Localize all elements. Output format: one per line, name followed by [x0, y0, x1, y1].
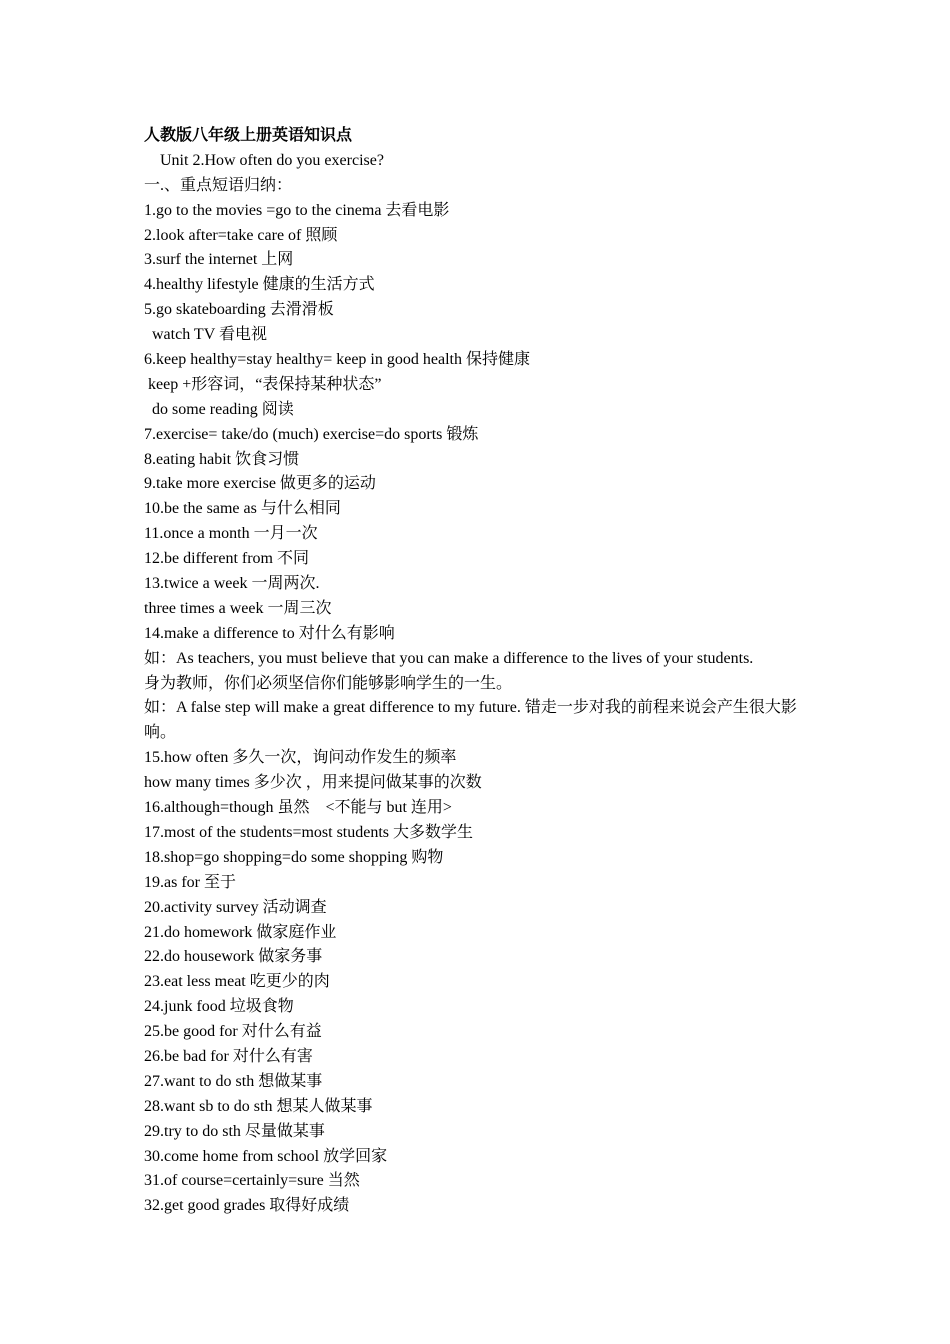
example-sentence: 如：A false step will make a great difference to my future. 错走一步对我的前程来说会产生很大影响。 [144, 699, 797, 742]
phrase-line: 29.try to do sth 尽量做某事 [144, 1122, 325, 1140]
phrase-line: 21.do homework 做家庭作业 [144, 923, 337, 941]
phrase-line: 30.come home from school 放学回家 [144, 1147, 388, 1165]
phrase-line: 19.as for 至于 [144, 873, 236, 891]
phrase-line: 3.surf the internet 上网 [144, 251, 294, 269]
phrase-line: 16.although=though 虽然 <不能与 but 连用> [144, 799, 452, 817]
phrase-line: 24.junk food 垃圾食物 [144, 998, 294, 1016]
phrase-line: 14.make a difference to 对什么有影响 [144, 624, 395, 642]
phrase-line: 7.exercise= take/do (much) exercise=do sports 锻炼 [144, 425, 479, 443]
phrase-line: how many times 多少次 ，用来提问做某事的次数 [144, 774, 482, 792]
unit-heading: Unit 2.How often do you exercise? [160, 151, 384, 169]
section-heading: 一.、重点短语归纳： [144, 176, 293, 194]
phrase-line: 31.of course=certainly=sure 当然 [144, 1172, 360, 1190]
phrase-line: 17.most of the students=most students 大多数学生 [144, 823, 474, 841]
phrase-line: 32.get good grades 取得好成绩 [144, 1197, 350, 1215]
phrase-line: 10.be the same as 与什么相同 [144, 500, 341, 518]
phrase-line: 22.do housework 做家务事 [144, 948, 323, 966]
phrase-line: 5.go skateboarding 去滑滑板 [144, 301, 334, 319]
document-title: 人教版八年级上册英语知识点 [144, 127, 353, 144]
example-sentence: 如：As teachers, you must believe that you can make a difference to the lives of your students. [144, 649, 754, 667]
phrase-line: 26.be bad for 对什么有害 [144, 1047, 313, 1065]
phrase-line: 18.shop=go shopping=do some shopping 购物 [144, 848, 444, 866]
phrase-line: 20.activity survey 活动调查 [144, 898, 327, 916]
phrase-line: do some reading 阅读 [152, 400, 294, 418]
phrase-line: 1.go to the movies =go to the cinema 去看电影 [144, 201, 450, 219]
phrase-line: 11.once a month 一月一次 [144, 525, 318, 543]
phrase-line: 8.eating habit 饮食习惯 [144, 450, 300, 468]
phrase-line: three times a week 一周三次 [144, 599, 332, 617]
phrase-line: 23.eat less meat 吃更少的肉 [144, 973, 330, 991]
phrase-line: 15.how often 多久一次，询问动作发生的频率 [144, 749, 457, 767]
phrase-line: 28.want sb to do sth 想某人做某事 [144, 1097, 373, 1115]
document-body [144, 124, 824, 1219]
phrase-line: 13.twice a week 一周两次. [144, 575, 320, 593]
phrase-line: 27.want to do sth 想做某事 [144, 1072, 323, 1090]
example-translation: 身为教师，你们必须坚信你们能够影响学生的一生。 [144, 674, 513, 692]
phrase-line: 4.healthy lifestyle 健康的生活方式 [144, 276, 375, 294]
phrase-line: 12.be different from 不同 [144, 550, 309, 568]
phrase-line: 2.look after=take care of 照顾 [144, 226, 338, 244]
phrase-line: 6.keep healthy=stay healthy= keep in good health 保持健康 [144, 351, 530, 369]
phrase-line: 25.be good for 对什么有益 [144, 1023, 322, 1041]
phrase-line: 9.take more exercise 做更多的运动 [144, 475, 376, 493]
phrase-line: keep +形容词，“表保持某种状态” [148, 375, 382, 393]
phrase-line: watch TV 看电视 [152, 326, 267, 344]
